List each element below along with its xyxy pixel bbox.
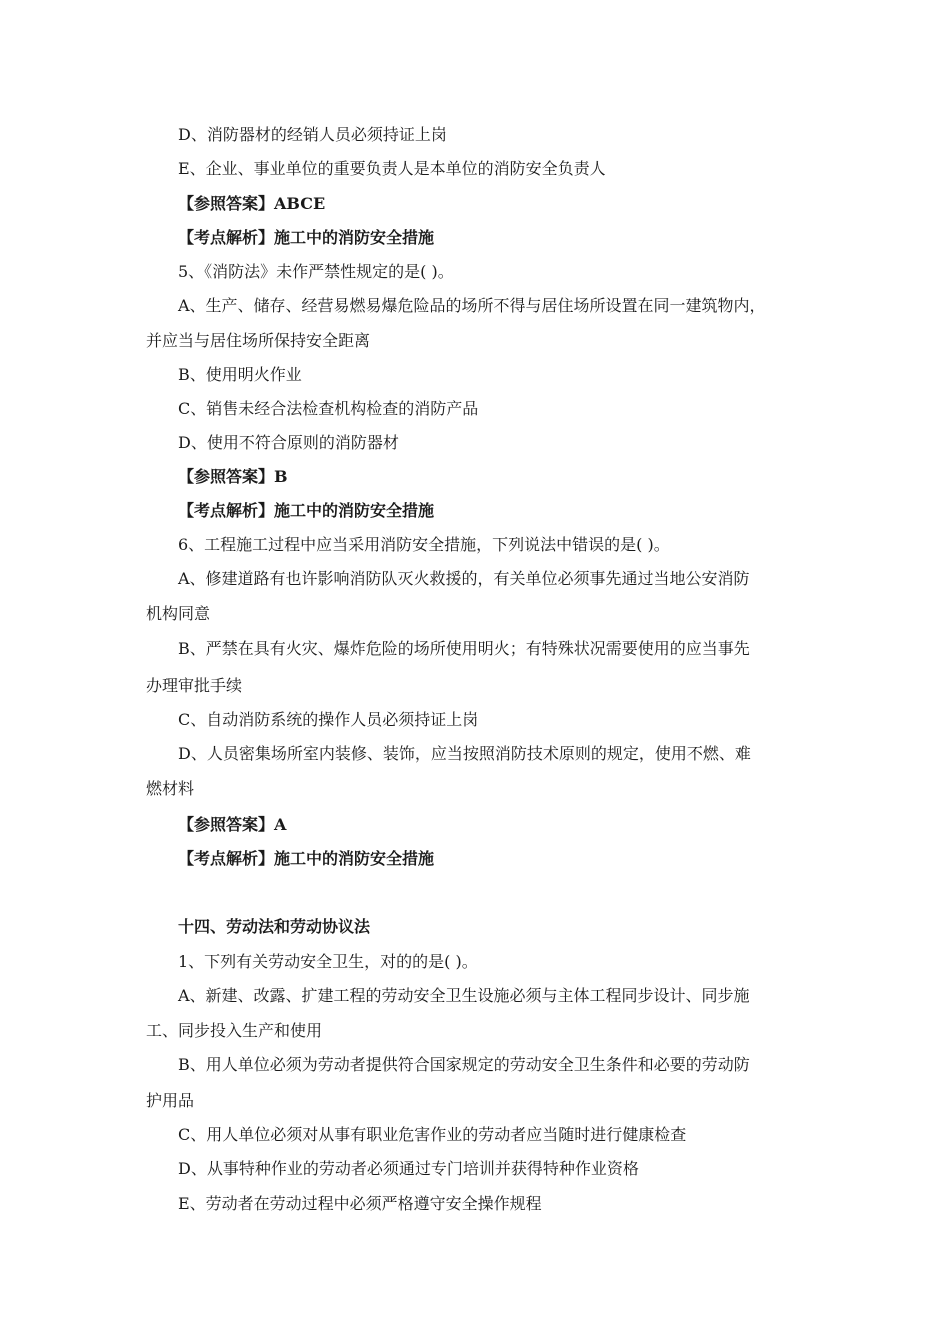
option-b-text: B、用人单位必须为劳动者提供符合国家规定的劳动安全卫生条件和必要的劳动防	[178, 1055, 750, 1074]
option-b-continued: 办理审批手续	[146, 676, 243, 695]
option-a-continued: 并应当与居住场所保持安全距离	[146, 331, 371, 350]
option-d-text: D、消防器材的经销人员必须持证上岗	[178, 125, 447, 144]
option-a-text: A、生产、储存、经营易燃易爆危险品的场所不得与居住场所设置在同一建筑物内，	[178, 296, 766, 315]
option-c-text: C、用人单位必须对从事有职业危害作业的劳动者应当随时进行健康检查	[178, 1125, 687, 1144]
option-d-text: D、从事特种作业的劳动者必须通过专门培训并获得特种作业资格	[178, 1159, 639, 1178]
option-a-continued: 机构同意	[146, 604, 211, 623]
option-d-text: D、人员密集场所室内装修、装饰，应当按照消防技术原则的规定，使用不燃、难	[178, 744, 751, 763]
option-e-text: E、企业、事业单位的重要负责人是本单位的消防安全负责人	[178, 159, 606, 178]
answer-line: 【参照答案】ABCE	[178, 194, 326, 213]
option-a-text: A、修建道路有也许影响消防队灭火救援的，有关单位必须事先通过当地公安消防	[178, 569, 750, 588]
analysis-line: 【考点解析】施工中的消防安全措施	[178, 501, 435, 520]
question-1: 1、下列有关劳动安全卫生，对的的是( )。	[178, 952, 478, 971]
option-b-continued: 护用品	[146, 1091, 195, 1110]
option-a-continued: 工、同步投入生产和使用	[146, 1021, 323, 1040]
option-c-text: C、销售未经合法检查机构检查的消防产品	[178, 399, 479, 418]
answer-line: 【参照答案】B	[178, 467, 288, 486]
option-a-text: A、新建、改露、扩建工程的劳动安全卫生设施必须与主体工程同步设计、同步施	[178, 986, 750, 1005]
answer-line: 【参照答案】A	[178, 815, 287, 834]
option-c-text: C、自动消防系统的操作人员必须持证上岗	[178, 710, 479, 729]
option-b-text: B、使用明火作业	[178, 365, 302, 384]
question-6: 6、工程施工过程中应当采用消防安全措施，下列说法中错误的是( )。	[178, 535, 670, 554]
option-e-text: E、劳动者在劳动过程中必须严格遵守安全操作规程	[178, 1194, 542, 1213]
analysis-line: 【考点解析】施工中的消防安全措施	[178, 849, 435, 868]
section-heading: 十四、劳动法和劳动协议法	[178, 917, 371, 936]
analysis-line: 【考点解析】施工中的消防安全措施	[178, 228, 435, 247]
question-5: 5、《消防法》未作严禁性规定的是( )。	[178, 262, 454, 281]
option-d-text: D、使用不符合原则的消防器材	[178, 433, 399, 452]
option-b-text: B、严禁在具有火灾、爆炸危险的场所使用明火；有特殊状况需要使用的应当事先	[178, 639, 750, 658]
option-d-continued: 燃材料	[146, 779, 195, 798]
